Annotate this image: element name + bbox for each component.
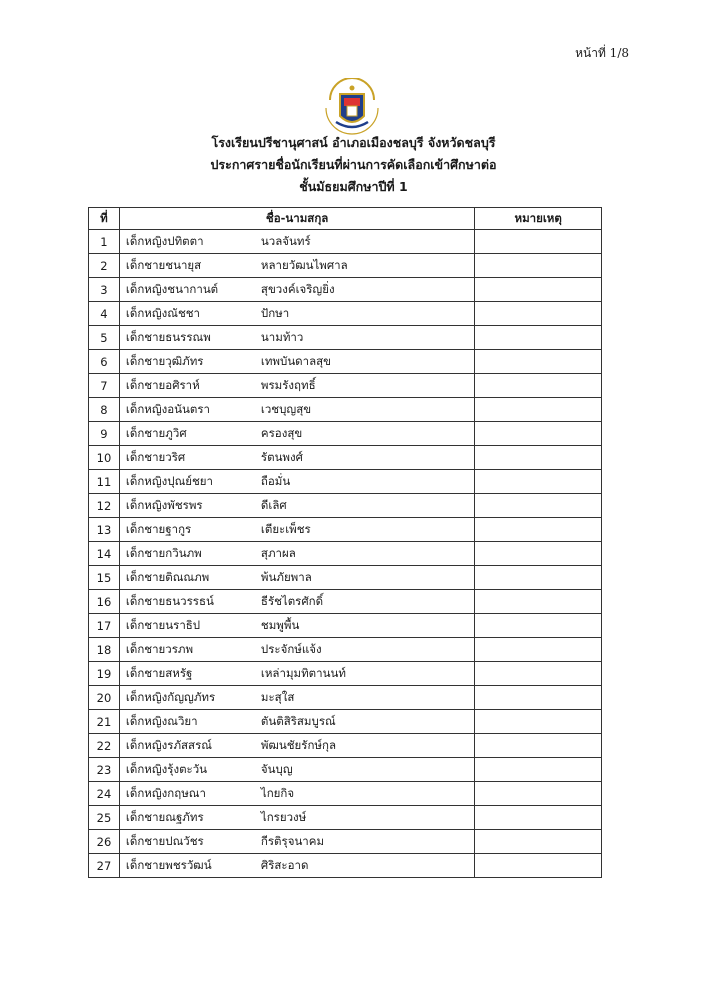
row-number: 20 bbox=[89, 686, 120, 710]
student-first-name: เด็กชายสหรัฐ bbox=[125, 665, 193, 680]
student-last-name: สุขวงค์เจริญยิ่ง bbox=[260, 281, 335, 296]
table-row bbox=[89, 542, 602, 566]
student-last-name: จันบุญ bbox=[260, 761, 293, 776]
row-number: 15 bbox=[89, 566, 120, 590]
student-name-cell bbox=[119, 734, 474, 758]
student-last-name: ถือมั่น bbox=[260, 473, 291, 488]
student-name-cell bbox=[119, 446, 474, 470]
student-last-name: นามท้าว bbox=[260, 329, 304, 344]
student-last-name: รัตนพงศ์ bbox=[260, 449, 303, 464]
table-row bbox=[89, 446, 602, 470]
table-row bbox=[89, 398, 602, 422]
student-name-cell bbox=[119, 302, 474, 326]
student-last-name: ธีรัชไตรศักดิ์ bbox=[260, 593, 324, 608]
student-first-name: เด็กชายกวินภพ bbox=[125, 545, 202, 560]
table-row bbox=[89, 278, 602, 302]
student-name-cell bbox=[119, 830, 474, 854]
table-row bbox=[89, 566, 602, 590]
note-cell bbox=[475, 254, 602, 278]
student-first-name: เด็กหญิงกัญญภัทร bbox=[125, 689, 216, 704]
grade-level: ชั้นมัธยมศึกษาปีที่ 1 bbox=[299, 179, 408, 194]
note-cell bbox=[475, 854, 602, 878]
student-name-cell bbox=[119, 230, 474, 254]
table-row bbox=[89, 374, 602, 398]
student-name-cell bbox=[119, 566, 474, 590]
student-last-name: สุภาผล bbox=[260, 545, 296, 560]
student-name-cell bbox=[119, 782, 474, 806]
row-number: 17 bbox=[89, 614, 120, 638]
note-cell bbox=[475, 302, 602, 326]
note-cell bbox=[475, 446, 602, 470]
table-row bbox=[89, 662, 602, 686]
note-cell bbox=[475, 494, 602, 518]
student-first-name: เด็กหญิงกฤษณา bbox=[125, 785, 206, 800]
student-name-cell bbox=[119, 398, 474, 422]
note-cell bbox=[475, 542, 602, 566]
student-last-name: เวชบุญสุข bbox=[260, 401, 312, 416]
announcement-title: ประกาศรายชื่อนักเรียนที่ผ่านการคัดเลือกเข้าศึกษาต่อ bbox=[210, 157, 497, 172]
table-row bbox=[89, 806, 602, 830]
row-number: 19 bbox=[89, 662, 120, 686]
student-last-name: พรมรังฤทธิ์ bbox=[260, 377, 316, 392]
student-name-cell bbox=[119, 374, 474, 398]
student-last-name: มะสุใส bbox=[260, 689, 295, 704]
document-header bbox=[0, 132, 707, 198]
row-number: 5 bbox=[89, 326, 120, 350]
row-number: 22 bbox=[89, 734, 120, 758]
student-last-name: เตียะเพ็ชร bbox=[260, 521, 311, 536]
student-first-name: เด็กหญิงปทิตตา bbox=[125, 233, 204, 248]
school-title: โรงเรียนปรีชานุศาสน์ อำเภอเมืองชลบุรี จังหวัดชลบุรี bbox=[211, 135, 496, 150]
student-name-cell bbox=[119, 278, 474, 302]
student-first-name: เด็กชายภูวิศ bbox=[125, 425, 187, 440]
table-row bbox=[89, 350, 602, 374]
student-name-cell bbox=[119, 494, 474, 518]
student-name-cell bbox=[119, 710, 474, 734]
student-first-name: เด็กชายวุฒิภัทร bbox=[125, 353, 204, 368]
row-number: 8 bbox=[89, 398, 120, 422]
note-cell bbox=[475, 734, 602, 758]
student-last-name: พ้นภัยพาล bbox=[260, 569, 312, 584]
student-first-name: เด็กหญิงณัชชา bbox=[125, 305, 201, 320]
note-cell bbox=[475, 638, 602, 662]
table-row bbox=[89, 710, 602, 734]
student-first-name: เด็กชายวริศ bbox=[125, 449, 186, 464]
note-cell bbox=[475, 590, 602, 614]
student-name-cell bbox=[119, 518, 474, 542]
student-last-name: หลายวัฒนไพศาล bbox=[260, 257, 348, 272]
student-name-cell bbox=[119, 326, 474, 350]
student-last-name: ประจักษ์แจ้ง bbox=[260, 641, 322, 656]
student-first-name: เด็กชายธนรรณพ bbox=[125, 329, 211, 344]
page-number: หน้าที่ 1/8 bbox=[575, 46, 629, 60]
student-roster-table bbox=[88, 207, 602, 878]
row-number: 23 bbox=[89, 758, 120, 782]
row-number: 9 bbox=[89, 422, 120, 446]
table-row bbox=[89, 590, 602, 614]
row-number: 18 bbox=[89, 638, 120, 662]
student-last-name: ตันติสิริสมบูรณ์ bbox=[260, 713, 336, 728]
student-last-name: ศิริสะอาด bbox=[260, 857, 309, 872]
row-number: 3 bbox=[89, 278, 120, 302]
note-cell bbox=[475, 710, 602, 734]
student-first-name: เด็กชายนราธิป bbox=[125, 617, 201, 632]
table-body bbox=[89, 230, 602, 878]
row-number: 2 bbox=[89, 254, 120, 278]
student-first-name: เด็กหญิงพัชรพร bbox=[125, 497, 203, 512]
student-last-name: ดีเลิศ bbox=[260, 497, 287, 512]
student-name-cell bbox=[119, 350, 474, 374]
student-name-cell bbox=[119, 470, 474, 494]
row-number: 10 bbox=[89, 446, 120, 470]
table-row bbox=[89, 326, 602, 350]
row-number: 4 bbox=[89, 302, 120, 326]
student-first-name: เด็กชายปณวัชร bbox=[125, 833, 204, 848]
note-cell bbox=[475, 350, 602, 374]
student-name-cell bbox=[119, 254, 474, 278]
table-row bbox=[89, 230, 602, 254]
student-first-name: เด็กชายฐากูร bbox=[125, 521, 192, 536]
table-row bbox=[89, 758, 602, 782]
student-first-name: เด็กชายพชรวัฒน์ bbox=[125, 857, 212, 872]
table-row bbox=[89, 782, 602, 806]
table-row bbox=[89, 518, 602, 542]
row-number: 26 bbox=[89, 830, 120, 854]
header-no: ที่ bbox=[89, 208, 120, 230]
student-first-name: เด็กชายวรภพ bbox=[125, 641, 194, 656]
student-last-name: นวลจันทร์ bbox=[260, 233, 311, 248]
row-number: 1 bbox=[89, 230, 120, 254]
note-cell bbox=[475, 782, 602, 806]
table-row bbox=[89, 614, 602, 638]
note-cell bbox=[475, 614, 602, 638]
row-number: 21 bbox=[89, 710, 120, 734]
table-row bbox=[89, 494, 602, 518]
note-cell bbox=[475, 758, 602, 782]
student-first-name: เด็กหญิงอนันตรา bbox=[125, 401, 211, 416]
student-name-cell bbox=[119, 806, 474, 830]
table-header-row bbox=[89, 208, 602, 230]
table-row bbox=[89, 254, 602, 278]
student-last-name: ชมพูพื้น bbox=[260, 617, 300, 632]
student-name-cell bbox=[119, 422, 474, 446]
header-note: หมายเหตุ bbox=[475, 208, 602, 230]
note-cell bbox=[475, 662, 602, 686]
student-name-cell bbox=[119, 854, 474, 878]
row-number: 27 bbox=[89, 854, 120, 878]
student-first-name: เด็กชายอศิราห์ bbox=[125, 377, 200, 392]
student-first-name: เด็กชายติณณภพ bbox=[125, 569, 210, 584]
table-row bbox=[89, 830, 602, 854]
note-cell bbox=[475, 374, 602, 398]
note-cell bbox=[475, 326, 602, 350]
header-name: ชื่อ-นามสกุล bbox=[119, 208, 474, 230]
student-first-name: เด็กหญิงรภัสสรณ์ bbox=[125, 737, 212, 752]
note-cell bbox=[475, 686, 602, 710]
student-name-cell bbox=[119, 614, 474, 638]
note-cell bbox=[475, 230, 602, 254]
student-name-cell bbox=[119, 542, 474, 566]
note-cell bbox=[475, 470, 602, 494]
table-row bbox=[89, 854, 602, 878]
student-name-cell bbox=[119, 590, 474, 614]
note-cell bbox=[475, 278, 602, 302]
student-last-name: เทพบันดาลสุข bbox=[260, 353, 332, 368]
student-first-name: เด็กหญิงณวิยา bbox=[125, 713, 198, 728]
student-first-name: เด็กชายชนายุส bbox=[125, 257, 202, 272]
student-last-name: เหล่ามุมทิตานนท์ bbox=[260, 665, 346, 680]
note-cell bbox=[475, 518, 602, 542]
note-cell bbox=[475, 398, 602, 422]
student-first-name: เด็กชายณฐภัทร bbox=[125, 809, 204, 824]
table-row bbox=[89, 734, 602, 758]
student-last-name: ปักษา bbox=[260, 305, 290, 320]
note-cell bbox=[475, 422, 602, 446]
table-row bbox=[89, 686, 602, 710]
row-number: 6 bbox=[89, 350, 120, 374]
table-row bbox=[89, 302, 602, 326]
table-row bbox=[89, 422, 602, 446]
student-last-name: พัฒนชัยรักษ์กุล bbox=[260, 737, 337, 752]
row-number: 13 bbox=[89, 518, 120, 542]
row-number: 7 bbox=[89, 374, 120, 398]
row-number: 24 bbox=[89, 782, 120, 806]
student-first-name: เด็กหญิงรุ้งตะวัน bbox=[125, 761, 208, 776]
row-number: 12 bbox=[89, 494, 120, 518]
student-first-name: เด็กหญิงปุณย์ชยา bbox=[125, 473, 213, 488]
row-number: 11 bbox=[89, 470, 120, 494]
note-cell bbox=[475, 806, 602, 830]
row-number: 25 bbox=[89, 806, 120, 830]
note-cell bbox=[475, 566, 602, 590]
student-last-name: ไกยกิจ bbox=[260, 785, 295, 800]
student-name-cell bbox=[119, 638, 474, 662]
student-last-name: กีรติรุจนาคม bbox=[260, 833, 325, 848]
note-cell bbox=[475, 830, 602, 854]
student-last-name: ครองสุข bbox=[260, 425, 303, 440]
student-name-cell bbox=[119, 662, 474, 686]
student-first-name: เด็กชายธนวรรธน์ bbox=[125, 593, 214, 608]
table-row bbox=[89, 638, 602, 662]
row-number: 16 bbox=[89, 590, 120, 614]
student-name-cell bbox=[119, 758, 474, 782]
table-row bbox=[89, 470, 602, 494]
student-last-name: ไกรยวงษ์ bbox=[260, 809, 307, 824]
row-number: 14 bbox=[89, 542, 120, 566]
student-name-cell bbox=[119, 686, 474, 710]
student-first-name: เด็กหญิงชนากานต์ bbox=[125, 281, 219, 296]
